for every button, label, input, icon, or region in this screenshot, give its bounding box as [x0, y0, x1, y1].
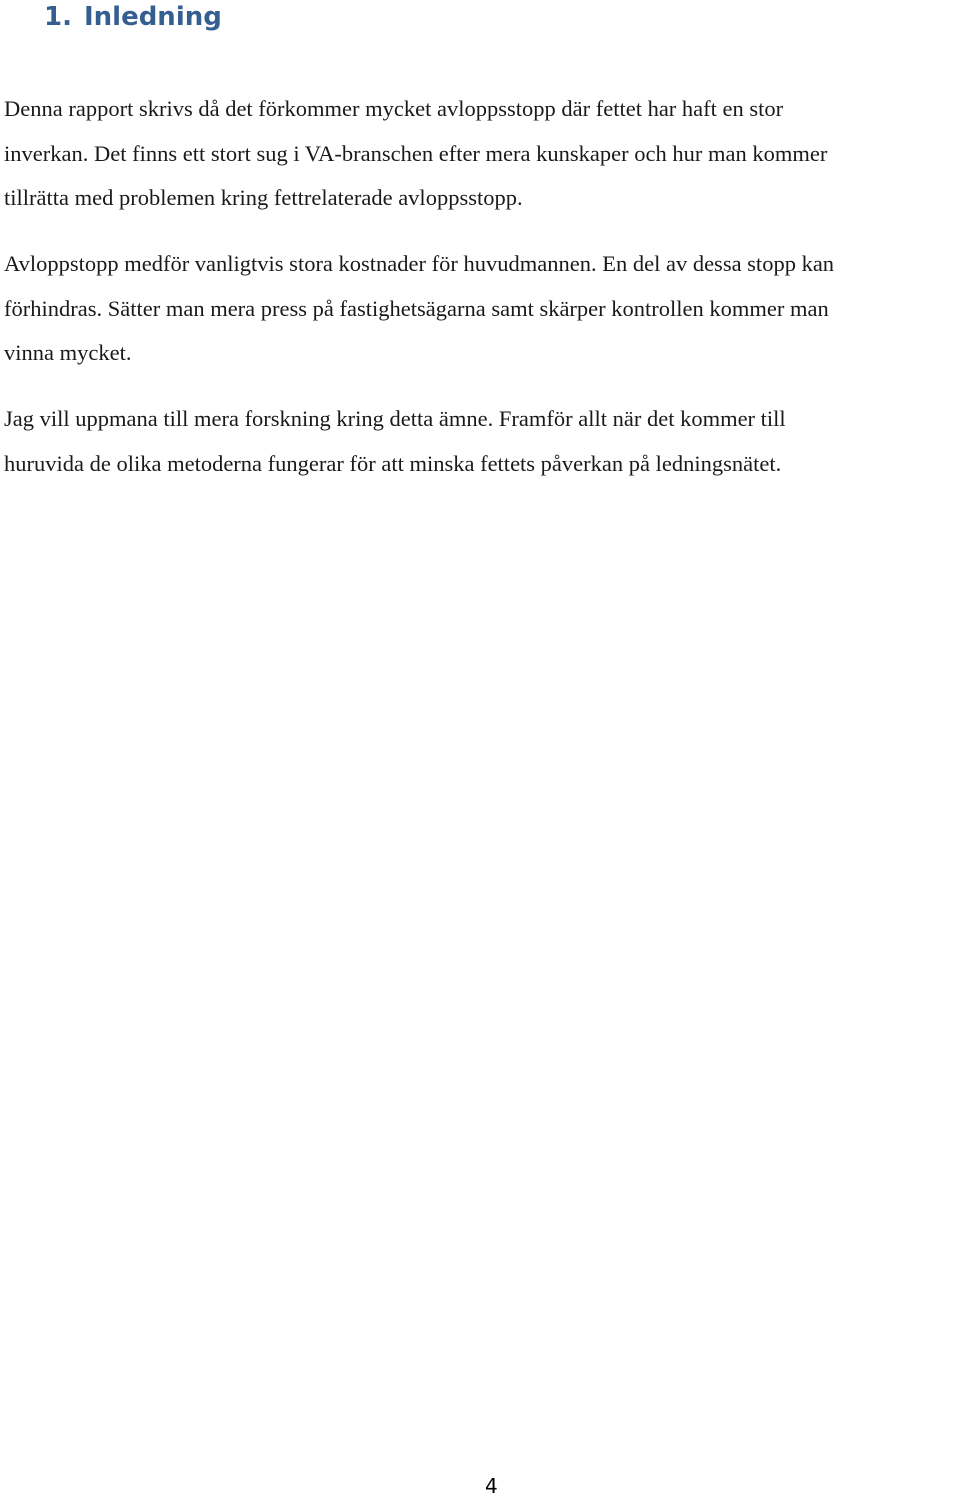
- paragraph-line: tillrätta med problemen kring fettrelaterade avloppsstopp.: [4, 185, 523, 210]
- section-heading: [44, 0, 222, 34]
- page-number: 4: [485, 1474, 498, 1498]
- paragraph-3: [4, 397, 960, 486]
- paragraph-line: huruvida de olika metoderna fungerar för att minska fettets påverkan på ledningsnätet.: [4, 450, 782, 476]
- paragraph-line: vinna mycket.: [4, 340, 132, 365]
- paragraph-line: Avloppstopp medför vanligtvis stora kostnader för huvudmannen. En del av dessa stopp kan: [4, 251, 835, 276]
- paragraph-line: Jag vill uppmana till mera forskning kring detta ämne. Framför allt när det kommer till: [4, 406, 786, 431]
- section-number: 1.: [44, 2, 72, 32]
- paragraph-line: Denna rapport skrivs då det förkommer mycket avloppsstopp där fettet har haft en stor: [4, 96, 784, 121]
- paragraph-line: inverkan. Det finns ett stort sug i VA-branschen efter mera kunskaper och hur man kommer: [4, 140, 828, 166]
- paragraph-line: förhindras. Sätter man mera press på fastighetsägarna samt skärper kontrollen kommer man: [4, 295, 829, 321]
- section-title: Inledning: [83, 2, 222, 32]
- paragraph-2: [4, 242, 960, 376]
- paragraph-1: [4, 87, 960, 221]
